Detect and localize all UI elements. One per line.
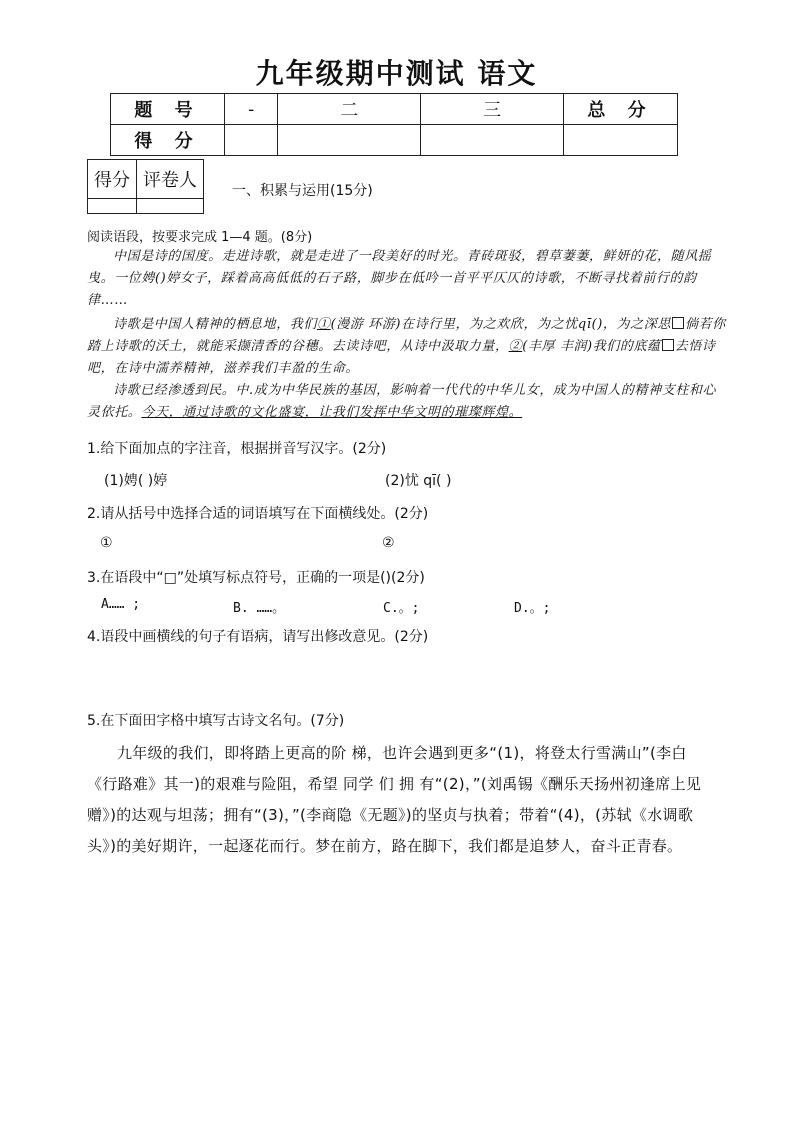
passage-text: 倘若你踏上诗歌的沃土，就能采撷清香的谷穗。去读诗吧，从诗中汲取力量， [87, 317, 726, 354]
score-cell-total: 总 分 [564, 94, 678, 125]
passage-text: (漫游 环游)在诗行里，为之欢欣，为之忧qī()，为之深思 [330, 317, 671, 332]
question-4: 4.语段中画横线的句子有语病，请写出修改意见。(2分) [87, 629, 429, 645]
passage-text: 诗歌是中国人精神的栖息地，我们 [113, 317, 318, 332]
question-2: 2.请从括号中选择合适的词语填写在下面横线处。(2分) [87, 506, 429, 522]
passage-text: 诗歌已经渗透到民。中.成为中华民族的基因，影响着一代代的中华儿女，成为中国人的精神支柱和心灵依托。 [87, 383, 717, 420]
passage-paragraph-1: 中国是诗的国度。走进诗歌，就是走进了一段美好的时光。青砖斑驳，碧草萋萋，鲜妍的花，随风摇曳。一位娉()婷女子，踩着高高低低的石子路，脚步在低吟一首平平仄仄的诗歌，不断寻找着前行的韵律…… [87, 249, 712, 308]
question-3-option-d[interactable]: D.。; [514, 601, 551, 616]
score-input-2[interactable] [278, 125, 421, 156]
exam-title: 九年级期中测试 语文 [255, 57, 538, 90]
instruction: 阅读语段，按要求完成 1—4 题。(8分) [87, 230, 313, 245]
score-input-1[interactable] [225, 125, 278, 156]
grader-score-input[interactable] [88, 199, 137, 214]
question-5-passage: 九年级的我们，即将踏上更高的阶 梯，也许会遇到更多“(1)，将登太行雪满山”(李白《行路难》其一)的艰难与险阻，希望 同学 们 拥 有“(2)，”(刘禹锡《酬乐天扬州初逢席上见赠》)的达观与坦荡；拥有“(3)，”(李商隐《无题》)的坚贞与执着；带着“(4)，(苏轼《水调歌头》)的美好期许，一起逐花而行。梦在前方，路在脚下，我们都是追梦人，奋斗正青春。 [87, 744, 702, 855]
question-5: 5.在下面田字格中填写古诗文名句。(7分) [87, 713, 345, 729]
grader-score-label: 得分 [88, 160, 137, 199]
punctuation-box-2[interactable] [662, 339, 674, 351]
score-row-label: 得 分 [111, 125, 225, 156]
score-cell-col2: 二 [278, 94, 421, 125]
question-2-blank-2[interactable]: ② [382, 535, 395, 551]
question-3: 3.在语段中“□”处填写标点符号，正确的一项是()(2分) [87, 570, 425, 586]
score-input-total[interactable] [564, 125, 678, 156]
blank-marker-2: ② [508, 339, 523, 354]
score-input-3[interactable] [421, 125, 564, 156]
question-3-option-a[interactable]: A…… ; [101, 597, 141, 612]
passage-text: 去悟诗吧，在诗中濡养精神，滋养我们丰盈的生命。 [87, 339, 716, 376]
section-heading: 一、积累与运用(15分) [232, 183, 373, 199]
question-3-option-b[interactable]: B. ……。 [233, 601, 286, 616]
blank-marker-1: ① [317, 317, 331, 332]
question-1-part-1[interactable]: (1)娉( )婷 [104, 473, 168, 489]
punctuation-box-1[interactable] [672, 317, 684, 329]
question-2-blank-1[interactable]: ① [100, 535, 113, 551]
question-1-part-2[interactable]: (2)忧 qī( ) [385, 473, 452, 489]
grader-name-label: 评卷人 [137, 160, 204, 199]
score-cell-label: 题 号 [111, 94, 225, 125]
passage-paragraph-3 [87, 380, 727, 424]
underlined-sentence: 今天，通过诗歌的文化盛宴，让我们发挥中华文明的璀璨辉煌。 [141, 405, 523, 420]
score-table [110, 93, 678, 156]
grader-name-input[interactable] [137, 199, 204, 214]
question-3-option-c[interactable]: C.。; [383, 601, 420, 616]
passage-text: (丰厚 丰润)我们的底蕴 [522, 339, 661, 354]
grader-table [87, 159, 204, 214]
question-1: 1.给下面加点的字注音，根据拼音写汉字。(2分) [87, 441, 387, 457]
score-table-header-row [111, 94, 678, 125]
score-cell-col3: 三 [421, 94, 564, 125]
score-cell-col1: - [225, 94, 278, 125]
score-table-score-row [111, 125, 678, 156]
passage-paragraph-2 [87, 314, 727, 380]
